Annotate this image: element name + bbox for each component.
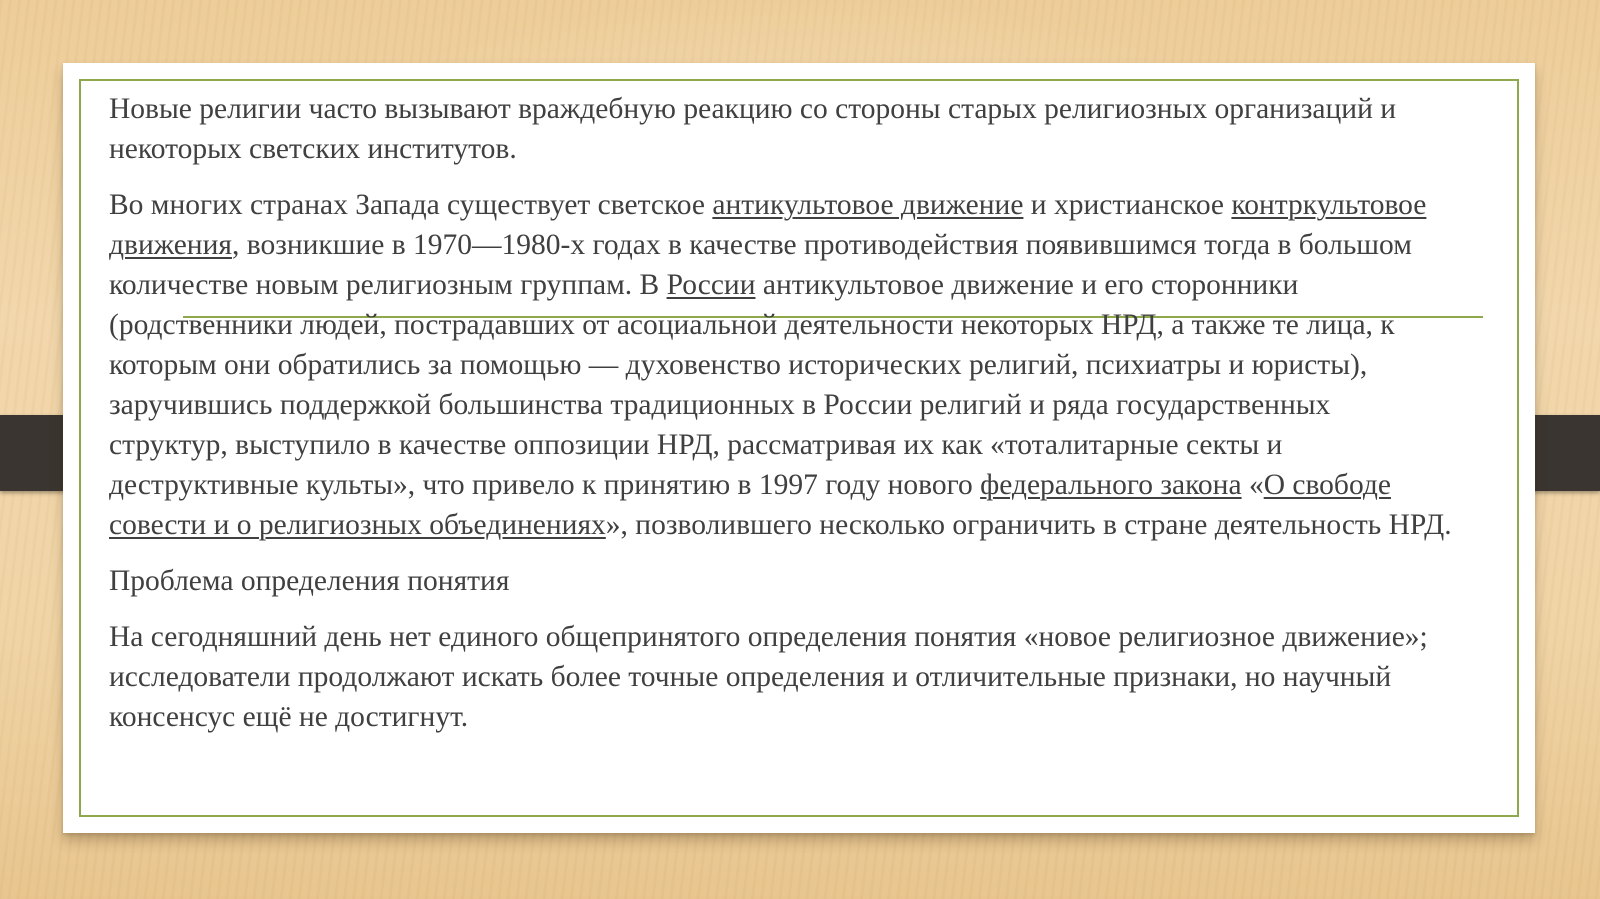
link-russia[interactable]: России [666, 269, 756, 301]
slide-body [109, 89, 1454, 753]
paragraph-heading-definition: Проблема определения понятия [109, 565, 510, 597]
paragraph-definition: На сегодняшний день нет единого общепринятого определения понятия «новое религиозное движение»; исследователи продолжают искать более точные определения и отличительные признаки, но научный консенсус ещё не достигнут. [109, 621, 1428, 733]
text-run: антикультовое движение и его сторонники (родственники людей, пострадавших от асоциальной деятельности некоторых НРД, а также те лица, к которым они обратились за помощью — духовенство исторических религий, психиатры и юристы), заручившись поддержкой большинства традиционных в России религий и ряда государственных структур, выступило в качестве оппозиции НРД, рассматривая их как «тоталитарные секты и деструктивные культы», что привело к принятию в 1997 году нового [109, 269, 1395, 501]
text-run: и христианское [1023, 189, 1232, 221]
text-run: », позволившего несколько ограничить в стране деятельность НРД. [605, 509, 1452, 541]
link-freedom-of-conscience-law[interactable]: О свободе совести и о религиозных объединениях [109, 469, 1391, 541]
paragraph-anticult [109, 185, 1454, 545]
slide-card [63, 63, 1535, 833]
text-run: , возникшие в 1970—1980-х годах в качестве противодействия появившимся тогда в большом количестве новым религиозным группам. В [109, 229, 1412, 301]
link-federal-law[interactable]: федерального закона [980, 469, 1242, 501]
link-countercult-movement[interactable]: контркультовое движения [109, 189, 1427, 261]
link-anticult-movement[interactable]: антикультовое движение [712, 189, 1024, 221]
text-run: Во многих странах Запада существует светское [109, 189, 713, 221]
text-run: « [1241, 469, 1264, 501]
paragraph-intro: Новые религии часто вызывают враждебную реакцию со стороны старых религиозных организаций и некоторых светских институтов. [109, 93, 1397, 165]
